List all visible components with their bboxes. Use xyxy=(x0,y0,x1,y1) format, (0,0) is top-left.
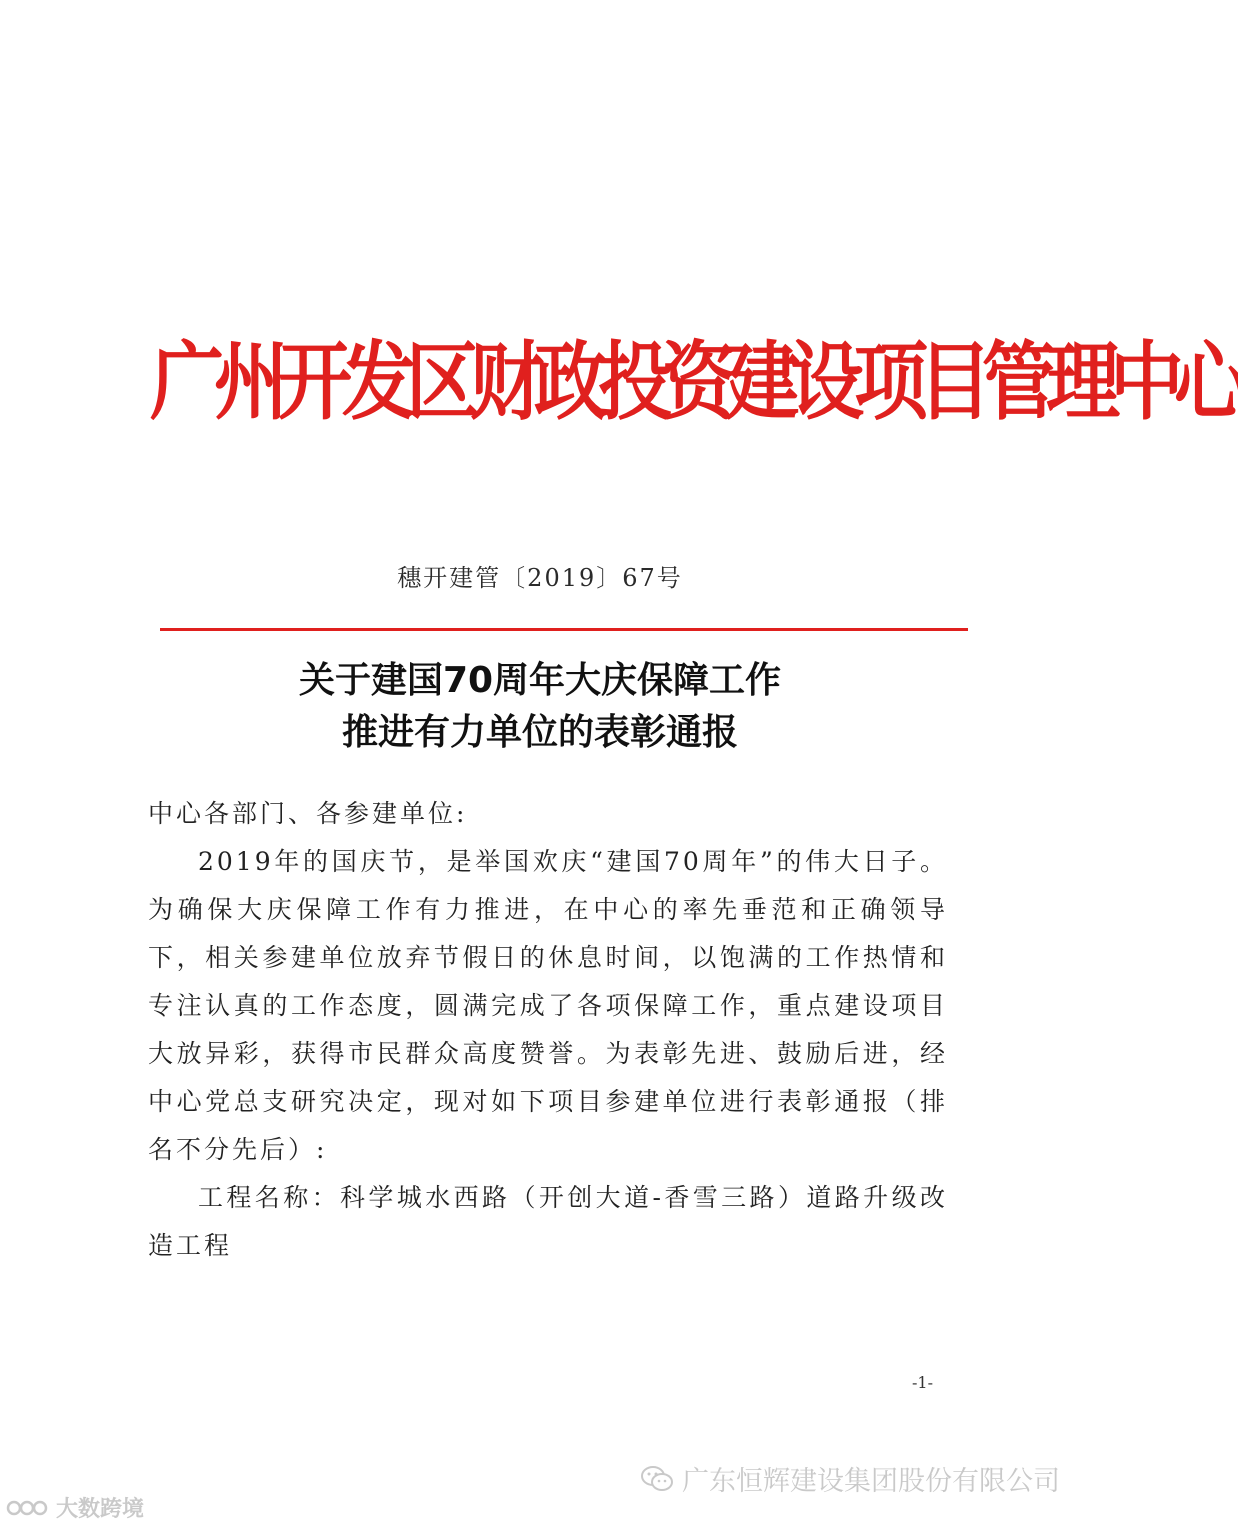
title-line-2: 推进有力单位的表彰通报 xyxy=(341,712,738,753)
document-title xyxy=(0,655,1080,759)
organization-header: 广州开发区财政投资建设项目管理中心 xyxy=(150,333,1238,432)
body-paragraph-2: 工程名称：科学城水西路（开创大道-香雪三路）道路升级改造工程 xyxy=(148,1183,948,1260)
title-line-1: 关于建国70周年大庆保障工作 xyxy=(298,660,782,701)
company-watermark xyxy=(640,1459,1060,1498)
salutation: 中心各部门、各参建单位: xyxy=(148,799,468,828)
company-watermark-text: 广东恒辉建设集团股份有限公司 xyxy=(682,1466,1060,1497)
document-number: 穗开建管〔2019〕67号 xyxy=(397,564,683,592)
document-body xyxy=(148,790,948,1270)
site-watermark xyxy=(6,1492,144,1523)
site-logo-icon xyxy=(6,1496,50,1520)
wechat-icon xyxy=(640,1464,674,1494)
body-paragraph-1: 2019年的国庆节，是举国欢庆“建国70周年”的伟大日子。为确保大庆保障工作有力推进，在中心的率先垂范和正确领导下，相关参建单位放弃节假日的休息时间，以饱满的工作热情和专注认真的工作态度，圆满完成了各项保障工作，重点建设项目大放异彩，获得市民群众高度赞誉。为表彰先进、鼓励后进，经中心党总支研究决定，现对如下项目参建单位进行表彰通报（排名不分先后）: xyxy=(148,847,948,1164)
page-number: -1- xyxy=(912,1373,933,1392)
site-watermark-text: 大数跨境 xyxy=(56,1497,145,1522)
red-divider-line xyxy=(160,628,968,631)
